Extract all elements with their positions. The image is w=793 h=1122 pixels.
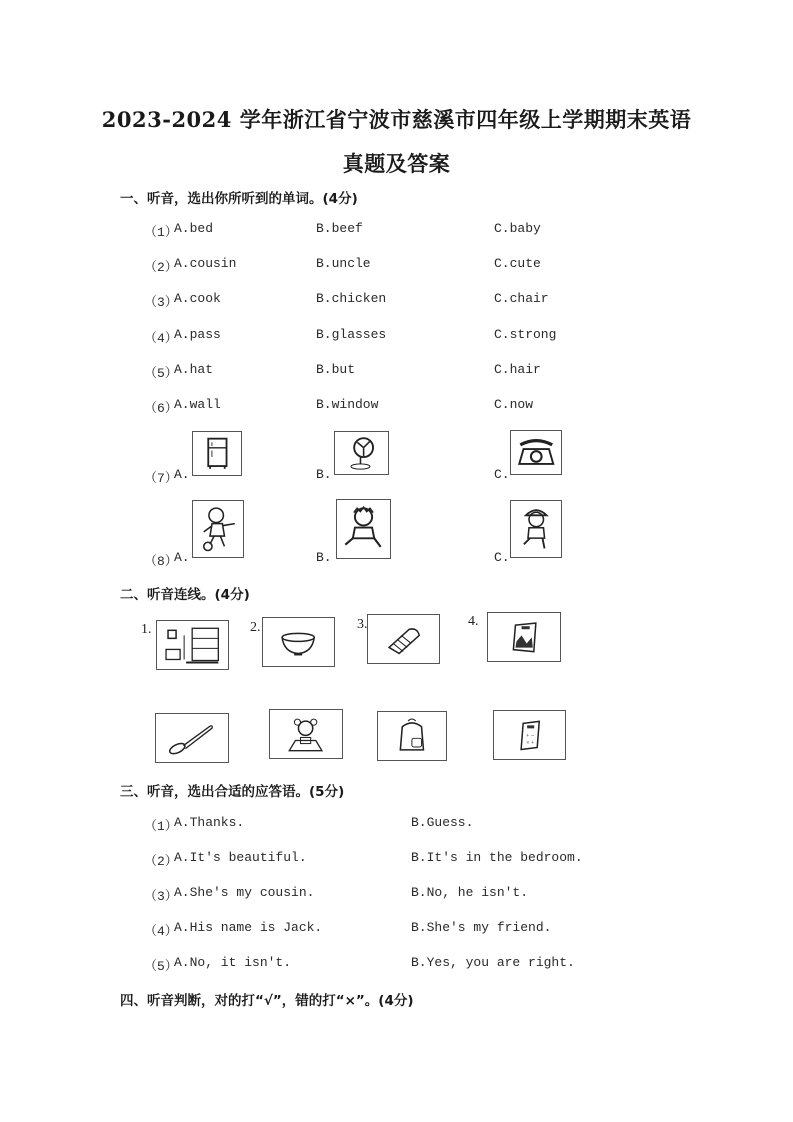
bowl-image[interactable] (262, 617, 335, 667)
section3-heading: 三、听音，选出合适的应答语。(5分) (120, 784, 345, 800)
boy-baseball-icon (515, 505, 558, 553)
option-a: A.cook (174, 291, 221, 306)
option-b: B. (316, 467, 332, 482)
option-b: B.beef (316, 221, 363, 236)
option-a: A. (174, 467, 190, 482)
question-number: （5） (144, 366, 178, 381)
chinese-book-image[interactable] (487, 612, 561, 662)
fridge-icon (197, 435, 238, 472)
option-b: B.Guess. (411, 815, 474, 830)
option-c: C.strong (494, 327, 557, 342)
option-c: C. (494, 467, 510, 482)
question-number: （5） (144, 959, 178, 974)
option-b: B.It's in the bedroom. (411, 850, 583, 865)
option-a: A.No, it isn't. (174, 955, 292, 970)
boy-football-icon (197, 505, 240, 553)
option-b: B. (316, 550, 332, 565)
option-a: A.cousin (174, 256, 237, 271)
fan-icon (339, 435, 384, 471)
svg-text:× +: × + (526, 740, 535, 747)
option-a: A.bed (174, 221, 214, 236)
book-icon (493, 617, 554, 658)
question-number: （7） (144, 471, 178, 486)
question-number: （2） (144, 854, 178, 869)
option-a: A.hat (174, 362, 214, 377)
boy-running-icon (341, 504, 386, 553)
question-number: （8） (144, 554, 178, 569)
option-a: A. (174, 550, 190, 565)
fan-image (334, 431, 389, 475)
question-number: （4） (144, 331, 178, 346)
document-title: 2023-2024 学年浙江省宁波市慈溪市四年级上学期期末英语 (101, 107, 692, 132)
svg-text:+ −: + − (526, 733, 535, 740)
option-c: C.chair (494, 291, 549, 306)
option-a: A.She's my cousin. (174, 885, 315, 900)
item-label: 3. (357, 617, 368, 632)
option-c: C.baby (494, 221, 541, 236)
living-room-icon (162, 625, 222, 666)
option-b: B.chicken (316, 291, 387, 306)
option-a: A.wall (174, 397, 221, 412)
question-number: （6） (144, 401, 178, 416)
option-b: B.window (316, 397, 379, 412)
option-a: A.Thanks. (174, 815, 245, 830)
girl-reading-icon (275, 714, 336, 755)
item-label: 1. (141, 622, 152, 637)
boy-playing-football-image (192, 500, 244, 558)
schoolbag-icon (383, 716, 441, 757)
girl-reading-image[interactable] (269, 709, 343, 759)
option-c: C. (494, 550, 510, 565)
question-number: （3） (144, 295, 178, 310)
question-number: （1） (144, 819, 178, 834)
option-b: B.uncle (316, 256, 371, 271)
question-number: （3） (144, 889, 178, 904)
book-icon (499, 715, 559, 756)
option-b: B.No, he isn't. (411, 885, 529, 900)
section4-heading: 四、听音判断，对的打“√”，错的打“×”。(4分) (120, 993, 414, 1009)
bowl-icon (268, 622, 328, 663)
question-number: （2） (144, 260, 178, 275)
option-b: B.glasses (316, 327, 387, 342)
question-number: （1） (144, 225, 178, 240)
spoon-icon (161, 718, 222, 759)
document-subtitle: 真题及答案 (342, 151, 451, 176)
fridge-image (192, 431, 242, 476)
option-c: C.now (494, 397, 534, 412)
eraser-image[interactable] (367, 614, 440, 664)
option-a: A.His name is Jack. (174, 920, 323, 935)
boy-playing-baseball-image (510, 500, 562, 558)
option-a: A.pass (174, 327, 221, 342)
living-room-image[interactable] (156, 620, 229, 670)
option-b: B.but (316, 362, 356, 377)
option-b: B.She's my friend. (411, 920, 552, 935)
boy-running-image (336, 499, 391, 559)
option-c: C.cute (494, 256, 541, 271)
telephone-icon (515, 434, 558, 471)
maths-book-image[interactable] (493, 710, 566, 760)
option-a: A.It's beautiful. (174, 850, 307, 865)
option-c: C.hair (494, 362, 541, 377)
item-label: 2. (250, 620, 261, 635)
item-label: 4. (468, 614, 479, 629)
schoolbag-image[interactable] (377, 711, 447, 761)
section2-heading: 二、听音连线。(4分) (120, 587, 250, 603)
telephone-image (510, 430, 562, 475)
question-number: （4） (144, 924, 178, 939)
eraser-icon (373, 619, 433, 660)
section1-heading: 一、听音，选出你所听到的单词。(4分) (120, 191, 358, 207)
option-b: B.Yes, you are right. (411, 955, 575, 970)
spoon-image[interactable] (155, 713, 229, 763)
